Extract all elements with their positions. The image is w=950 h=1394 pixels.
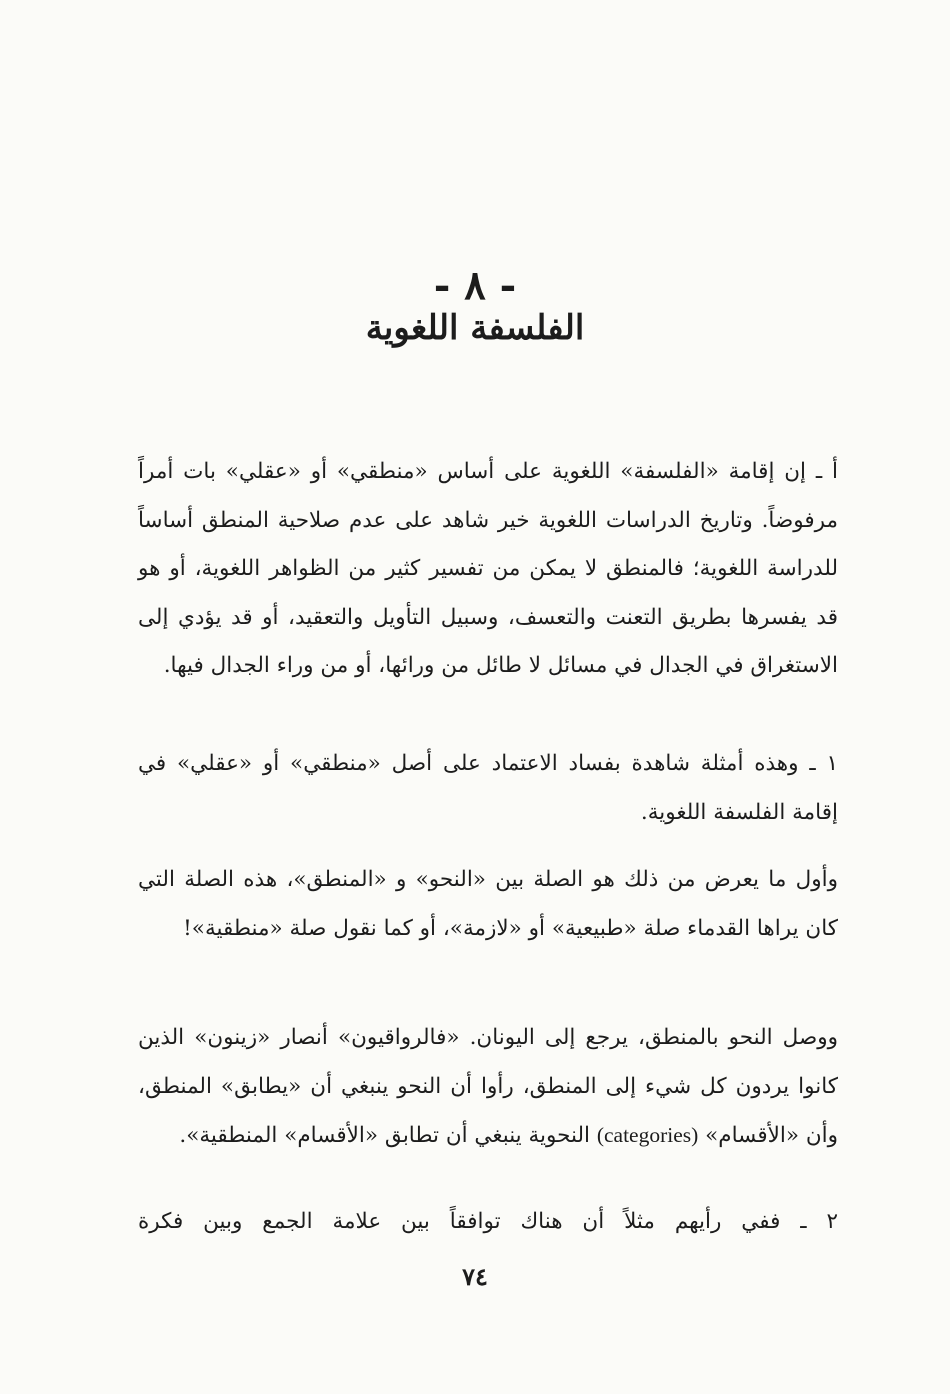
paragraph-grammar-logic: وأول ما يعرض من ذلك هو الصلة بين «النحو» و «المنطق»، هذه الصلة التي كان يراها القدماء صلة «طبيعية» أو «لازمة»، أو كما نقول صلة «منطقية»! <box>138 867 838 941</box>
paragraph-plural-example: ٢ ـ ففي رأيهم مثلاً أن هناك توافقاً بين علامة الجمع وبين فكرة <box>138 1209 838 1234</box>
chapter-number: - ٨ - <box>433 262 517 309</box>
chapter-title: الفلسفة اللغوية <box>365 308 585 348</box>
page-number: ٧٤ <box>462 1262 488 1291</box>
paragraph-stoics-text-2: النحوية ينبغي أن تطابق «الأقسام» المنطقية». <box>179 1123 597 1149</box>
paragraph-stoics-text-1: ووصل النحو بالمنطق، يرجع إلى اليونان. «فالرواقيون» أنصار «زينون» الذين كانوا يردون كل شيء إلى المنطق، رأوا أن النحو ينبغي أن «يطابق» المنطق، وأن «الأقسام» <box>138 1025 838 1149</box>
paragraph-intro: أ ـ إن إقامة «الفلسفة» اللغوية على أساس «منطقي» أو «عقلي» بات أمراً مرفوضاً. وتاريخ الدراسات اللغوية خير شاهد على عدم صلاحية المنطق أساساً للدراسة اللغوية؛ فالمنطق لا يمكن من تفسير كثير من الظواهر اللغوية، أو هو قد يفسرها بطريق التعنت والتعسف، وسبيل التأويل والتعقيد، أو قد يؤدي إلى الاستغراق في الجدال في مسائل لا طائل من ورائها، أو من وراء الجدال فيها. <box>138 459 838 679</box>
paragraph-examples: ١ ـ وهذه أمثلة شاهدة بفساد الاعتماد على أصل «منطقي» أو «عقلي» في إقامة الفلسفة اللغوية. <box>138 751 838 825</box>
paragraph-stoics <box>138 1014 838 1161</box>
categories-term: (categories) <box>596 1123 699 1148</box>
